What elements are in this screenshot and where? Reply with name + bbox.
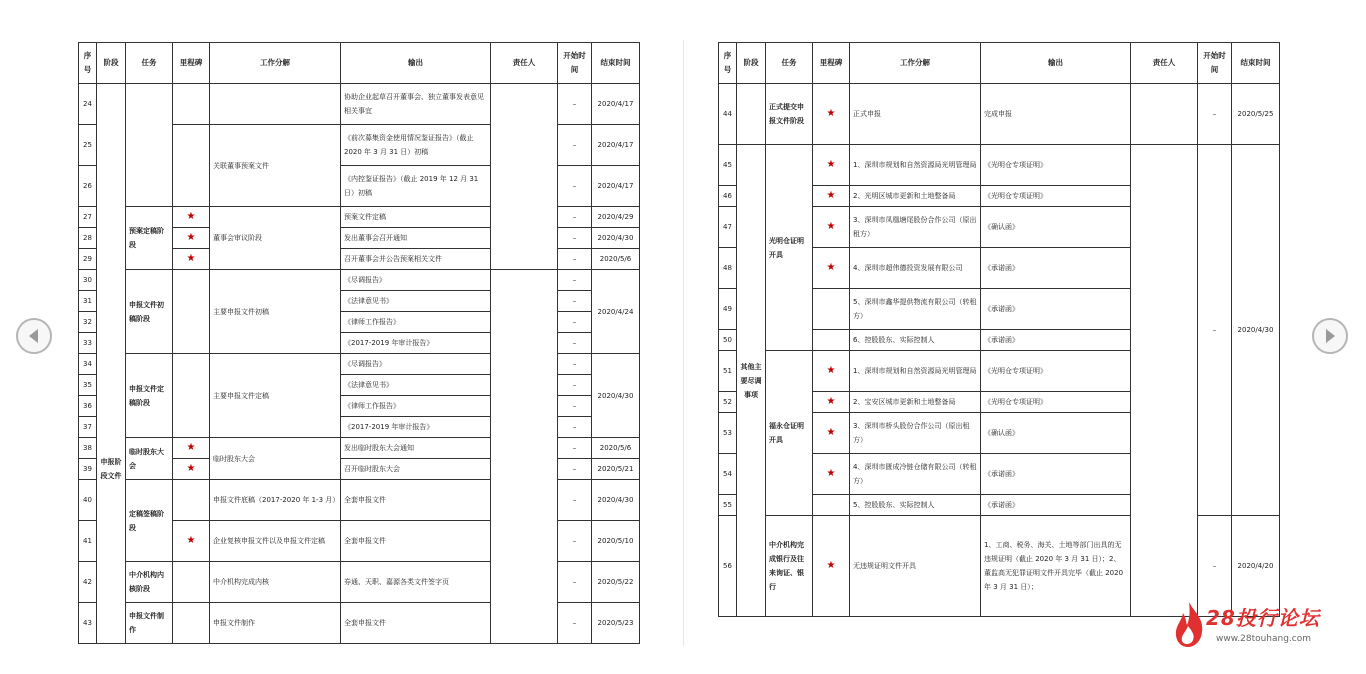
row-no: 48 bbox=[719, 248, 737, 289]
row-no: 32 bbox=[79, 312, 97, 333]
row-no: 51 bbox=[719, 351, 737, 392]
output-cell: 1、工商、税务、海关、土地等部门出具的无违规证明（截止 2020 年 3 月 31 日）；2、董监高无犯罪证明文件开具完毕（截止 2020 年 3 月 31 日）； bbox=[981, 516, 1131, 617]
output-cell: 《内控鉴证报告》（截止 2019 年 12 月 31 日）初稿 bbox=[341, 166, 491, 207]
output-cell: 《2017-2019 年审计报告》 bbox=[341, 417, 491, 438]
work-cell: 4、深圳市匮成冷链仓储有限公司（转租方） bbox=[850, 454, 981, 495]
work-cell: 3、深圳市凤凰塘尾股份合作公司（原出租方） bbox=[850, 207, 981, 248]
milestone-star-icon: ★ bbox=[813, 145, 850, 186]
next-page-button[interactable] bbox=[1312, 318, 1348, 354]
row-no: 38 bbox=[79, 438, 97, 459]
milestone-cell bbox=[173, 603, 210, 644]
row-no: 56 bbox=[719, 516, 737, 617]
milestone-cell bbox=[173, 354, 210, 438]
right-schedule-table bbox=[718, 42, 1280, 617]
start-cell: – bbox=[558, 291, 592, 312]
milestone-cell bbox=[173, 270, 210, 354]
start-cell: – bbox=[558, 603, 592, 644]
end-cell: 2020/4/30 bbox=[592, 228, 640, 249]
milestone-star-icon: ★ bbox=[813, 351, 850, 392]
start-cell: – bbox=[558, 207, 592, 228]
output-cell: 《法律意见书》 bbox=[341, 291, 491, 312]
task-cell: 预案定稿阶段 bbox=[126, 207, 173, 270]
end-cell: 2020/4/17 bbox=[592, 84, 640, 125]
header-task: 任务 bbox=[766, 43, 813, 84]
end-cell: 2020/5/21 bbox=[592, 459, 640, 480]
table-row bbox=[79, 84, 640, 125]
end-cell: 2020/4/30 bbox=[592, 354, 640, 438]
header-end: 结束时间 bbox=[592, 43, 640, 84]
row-no: 24 bbox=[79, 84, 97, 125]
output-cell: 《律师工作报告》 bbox=[341, 396, 491, 417]
milestone-star-icon: ★ bbox=[173, 521, 210, 562]
phase-cell: 其他主要尽调事项 bbox=[737, 145, 766, 617]
milestone-cell bbox=[173, 480, 210, 521]
start-cell: – bbox=[558, 333, 592, 354]
work-cell: 5、控股股东、实际控制人 bbox=[850, 495, 981, 516]
output-cell: 全套申报文件 bbox=[341, 521, 491, 562]
end-cell: 2020/5/10 bbox=[592, 521, 640, 562]
table-row bbox=[719, 84, 1280, 145]
work-cell: 3、深圳市桥头股份合作公司（原出租方） bbox=[850, 413, 981, 454]
end-cell: 2020/4/30 bbox=[1232, 145, 1280, 516]
table-header-row bbox=[719, 43, 1280, 84]
owner-cell bbox=[1131, 145, 1198, 617]
row-no: 36 bbox=[79, 396, 97, 417]
milestone-star-icon: ★ bbox=[813, 186, 850, 207]
milestone-star-icon: ★ bbox=[173, 459, 210, 480]
milestone-star-icon: ★ bbox=[813, 413, 850, 454]
output-cell: 《确认函》 bbox=[981, 413, 1131, 454]
row-no: 41 bbox=[79, 521, 97, 562]
work-cell: 6、控股股东、实际控制人 bbox=[850, 330, 981, 351]
start-cell: – bbox=[558, 562, 592, 603]
milestone-star-icon: ★ bbox=[173, 207, 210, 228]
work-cell bbox=[210, 84, 341, 125]
header-phase: 阶段 bbox=[737, 43, 766, 84]
output-cell: 发出董事会召开通知 bbox=[341, 228, 491, 249]
row-no: 40 bbox=[79, 480, 97, 521]
milestone-cell bbox=[173, 84, 210, 125]
work-cell: 2、宝安区城市更新和土地整备局 bbox=[850, 392, 981, 413]
header-start: 开始时间 bbox=[558, 43, 592, 84]
task-cell: 临时股东大会 bbox=[126, 438, 173, 480]
row-no: 28 bbox=[79, 228, 97, 249]
start-cell: – bbox=[558, 270, 592, 291]
output-cell: 《承诺函》 bbox=[981, 289, 1131, 330]
header-task: 任务 bbox=[126, 43, 173, 84]
start-cell: – bbox=[558, 521, 592, 562]
work-cell: 临时股东大会 bbox=[210, 438, 341, 480]
start-cell: – bbox=[558, 249, 592, 270]
work-cell: 董事会审议阶段 bbox=[210, 207, 341, 270]
work-cell: 1、深圳市规划和自然资源局光明管理局 bbox=[850, 351, 981, 392]
start-cell: – bbox=[558, 459, 592, 480]
start-cell: – bbox=[1198, 516, 1232, 617]
header-milestone: 里程碑 bbox=[173, 43, 210, 84]
start-cell: – bbox=[558, 438, 592, 459]
header-start: 开始时间 bbox=[1198, 43, 1232, 84]
row-no: 44 bbox=[719, 84, 737, 145]
start-cell: – bbox=[558, 84, 592, 125]
header-owner: 责任人 bbox=[491, 43, 558, 84]
phase-cell-empty bbox=[737, 84, 766, 145]
work-cell: 申报文件制作 bbox=[210, 603, 341, 644]
row-no: 53 bbox=[719, 413, 737, 454]
output-cell: 《承诺函》 bbox=[981, 330, 1131, 351]
milestone-cell bbox=[813, 289, 850, 330]
milestone-star-icon: ★ bbox=[173, 228, 210, 249]
output-cell: 《确认函》 bbox=[981, 207, 1131, 248]
start-cell: – bbox=[558, 228, 592, 249]
start-cell: – bbox=[1198, 145, 1232, 516]
row-no: 34 bbox=[79, 354, 97, 375]
end-cell: 2020/4/20 bbox=[1232, 516, 1280, 617]
row-no: 50 bbox=[719, 330, 737, 351]
output-cell: 完成申报 bbox=[981, 84, 1131, 145]
end-cell: 2020/4/17 bbox=[592, 125, 640, 166]
start-cell: – bbox=[558, 166, 592, 207]
header-output: 输出 bbox=[341, 43, 491, 84]
start-cell: – bbox=[558, 312, 592, 333]
chevron-left-icon bbox=[27, 328, 41, 344]
header-owner: 责任人 bbox=[1131, 43, 1198, 84]
header-phase: 阶段 bbox=[97, 43, 126, 84]
previous-page-button[interactable] bbox=[16, 318, 52, 354]
end-cell: 2020/4/30 bbox=[592, 480, 640, 521]
milestone-cell bbox=[173, 125, 210, 207]
work-cell: 2、光明区城市更新和土地整备局 bbox=[850, 186, 981, 207]
task-cell: 正式提交申报文件阶段 bbox=[766, 84, 813, 145]
header-output: 输出 bbox=[981, 43, 1131, 84]
start-cell: – bbox=[558, 354, 592, 375]
end-cell: 2020/4/29 bbox=[592, 207, 640, 228]
page-divider bbox=[683, 40, 684, 646]
brand-url: www.28touhang.com bbox=[1216, 634, 1312, 644]
start-cell: – bbox=[1198, 84, 1232, 145]
output-cell: 券通、天职、嘉源各类文件签字页 bbox=[341, 562, 491, 603]
row-no: 46 bbox=[719, 186, 737, 207]
start-cell: – bbox=[558, 480, 592, 521]
milestone-star-icon: ★ bbox=[813, 248, 850, 289]
output-cell: 《承诺函》 bbox=[981, 248, 1131, 289]
header-no: 序号 bbox=[719, 43, 737, 84]
row-no: 39 bbox=[79, 459, 97, 480]
output-cell: 《承诺函》 bbox=[981, 495, 1131, 516]
row-no: 37 bbox=[79, 417, 97, 438]
milestone-cell bbox=[813, 330, 850, 351]
output-cell: 召开临时股东大会 bbox=[341, 459, 491, 480]
work-cell: 关联董事预案文件 bbox=[210, 125, 341, 207]
end-cell: 2020/4/24 bbox=[592, 270, 640, 354]
start-cell: – bbox=[558, 396, 592, 417]
row-no: 29 bbox=[79, 249, 97, 270]
milestone-cell bbox=[173, 562, 210, 603]
end-cell: 2020/5/6 bbox=[592, 249, 640, 270]
end-cell: 2020/4/17 bbox=[592, 166, 640, 207]
start-cell: – bbox=[558, 375, 592, 396]
row-no: 33 bbox=[79, 333, 97, 354]
end-cell: 2020/5/22 bbox=[592, 562, 640, 603]
header-work: 工作分解 bbox=[210, 43, 341, 84]
milestone-star-icon: ★ bbox=[813, 84, 850, 145]
milestone-cell bbox=[813, 495, 850, 516]
task-cell: 光明仓证明开具 bbox=[766, 145, 813, 351]
owner-cell bbox=[491, 270, 558, 644]
task-cell: 申报文件初稿阶段 bbox=[126, 270, 173, 354]
work-cell: 企业复核申报文件以及申报文件定稿 bbox=[210, 521, 341, 562]
output-cell: 发出临时股东大会通知 bbox=[341, 438, 491, 459]
milestone-star-icon: ★ bbox=[813, 207, 850, 248]
work-cell: 主要申报文件定稿 bbox=[210, 354, 341, 438]
work-cell: 中介机构完成内核 bbox=[210, 562, 341, 603]
owner-cell bbox=[1131, 84, 1198, 145]
row-no: 45 bbox=[719, 145, 737, 186]
brand-name: 28投行论坛 bbox=[1206, 606, 1320, 630]
start-cell: – bbox=[558, 417, 592, 438]
output-cell: 预案文件定稿 bbox=[341, 207, 491, 228]
row-no: 30 bbox=[79, 270, 97, 291]
end-cell: 2020/5/25 bbox=[1232, 84, 1280, 145]
task-cell: 定稿签稿阶段 bbox=[126, 480, 173, 562]
chevron-right-icon bbox=[1323, 328, 1337, 344]
output-cell: 召开董事会并公告预案相关文件 bbox=[341, 249, 491, 270]
output-cell: 《光明仓专项证明》 bbox=[981, 186, 1131, 207]
work-cell: 1、深圳市规划和自然资源局光明管理局 bbox=[850, 145, 981, 186]
header-work: 工作分解 bbox=[850, 43, 981, 84]
milestone-star-icon: ★ bbox=[173, 438, 210, 459]
left-schedule-table bbox=[78, 42, 640, 644]
end-cell: 2020/5/6 bbox=[592, 438, 640, 459]
header-end: 结束时间 bbox=[1232, 43, 1280, 84]
milestone-star-icon: ★ bbox=[813, 392, 850, 413]
milestone-star-icon: ★ bbox=[813, 454, 850, 495]
owner-cell bbox=[491, 84, 558, 270]
task-cell: 中介机构完成银行及往来询证、银行 bbox=[766, 516, 813, 617]
output-cell: 《律师工作报告》 bbox=[341, 312, 491, 333]
left-document-page bbox=[78, 42, 640, 644]
row-no: 25 bbox=[79, 125, 97, 166]
header-no: 序号 bbox=[79, 43, 97, 84]
row-no: 55 bbox=[719, 495, 737, 516]
output-cell: 《前次募集资金使用情况鉴证报告》（截止 2020 年 3 月 31 日）初稿 bbox=[341, 125, 491, 166]
task-cell: 中介机构内核阶段 bbox=[126, 562, 173, 603]
work-cell: 5、深圳市鑫华提供物流有限公司（转租方） bbox=[850, 289, 981, 330]
row-no: 26 bbox=[79, 166, 97, 207]
row-no: 47 bbox=[719, 207, 737, 248]
output-cell: 《法律意见书》 bbox=[341, 375, 491, 396]
table-row bbox=[79, 270, 640, 291]
output-cell: 《2017-2019 年审计报告》 bbox=[341, 333, 491, 354]
work-cell: 正式申报 bbox=[850, 84, 981, 145]
output-cell: 《光明仓专项证明》 bbox=[981, 145, 1131, 186]
milestone-star-icon: ★ bbox=[813, 516, 850, 617]
task-cell-empty bbox=[126, 84, 173, 207]
output-cell: 全套申报文件 bbox=[341, 603, 491, 644]
work-cell: 主要申报文件初稿 bbox=[210, 270, 341, 354]
row-no: 35 bbox=[79, 375, 97, 396]
work-cell: 无违规证明文件开具 bbox=[850, 516, 981, 617]
output-cell: 全套申报文件 bbox=[341, 480, 491, 521]
task-cell: 福永仓证明开具 bbox=[766, 351, 813, 516]
row-no: 49 bbox=[719, 289, 737, 330]
phase-cell: 申报阶段文件 bbox=[97, 84, 126, 644]
output-cell: 《光明仓专项证明》 bbox=[981, 392, 1131, 413]
table-header-row bbox=[79, 43, 640, 84]
row-no: 54 bbox=[719, 454, 737, 495]
table-row bbox=[719, 145, 1280, 186]
work-cell: 4、深圳市超伟德投资发展有限公司 bbox=[850, 248, 981, 289]
output-cell: 《尽调报告》 bbox=[341, 270, 491, 291]
output-cell: 协助企业起草召开董事会、独立董事发表意见相关事宜 bbox=[341, 84, 491, 125]
milestone-star-icon: ★ bbox=[173, 249, 210, 270]
row-no: 27 bbox=[79, 207, 97, 228]
end-cell: 2020/5/23 bbox=[592, 603, 640, 644]
work-cell: 申报文件底稿（2017-2020 年 1-3 月） bbox=[210, 480, 341, 521]
output-cell: 《光明仓专项证明》 bbox=[981, 351, 1131, 392]
task-cell: 申报文件定稿阶段 bbox=[126, 354, 173, 438]
output-cell: 《尽调报告》 bbox=[341, 354, 491, 375]
row-no: 52 bbox=[719, 392, 737, 413]
task-cell: 申报文件制作 bbox=[126, 603, 173, 644]
row-no: 43 bbox=[79, 603, 97, 644]
output-cell: 《承诺函》 bbox=[981, 454, 1131, 495]
row-no: 31 bbox=[79, 291, 97, 312]
right-document-page bbox=[718, 42, 1280, 617]
row-no: 42 bbox=[79, 562, 97, 603]
start-cell: – bbox=[558, 125, 592, 166]
header-milestone: 里程碑 bbox=[813, 43, 850, 84]
flame-icon bbox=[1172, 600, 1206, 648]
brand-logo[interactable] bbox=[1172, 600, 1342, 650]
